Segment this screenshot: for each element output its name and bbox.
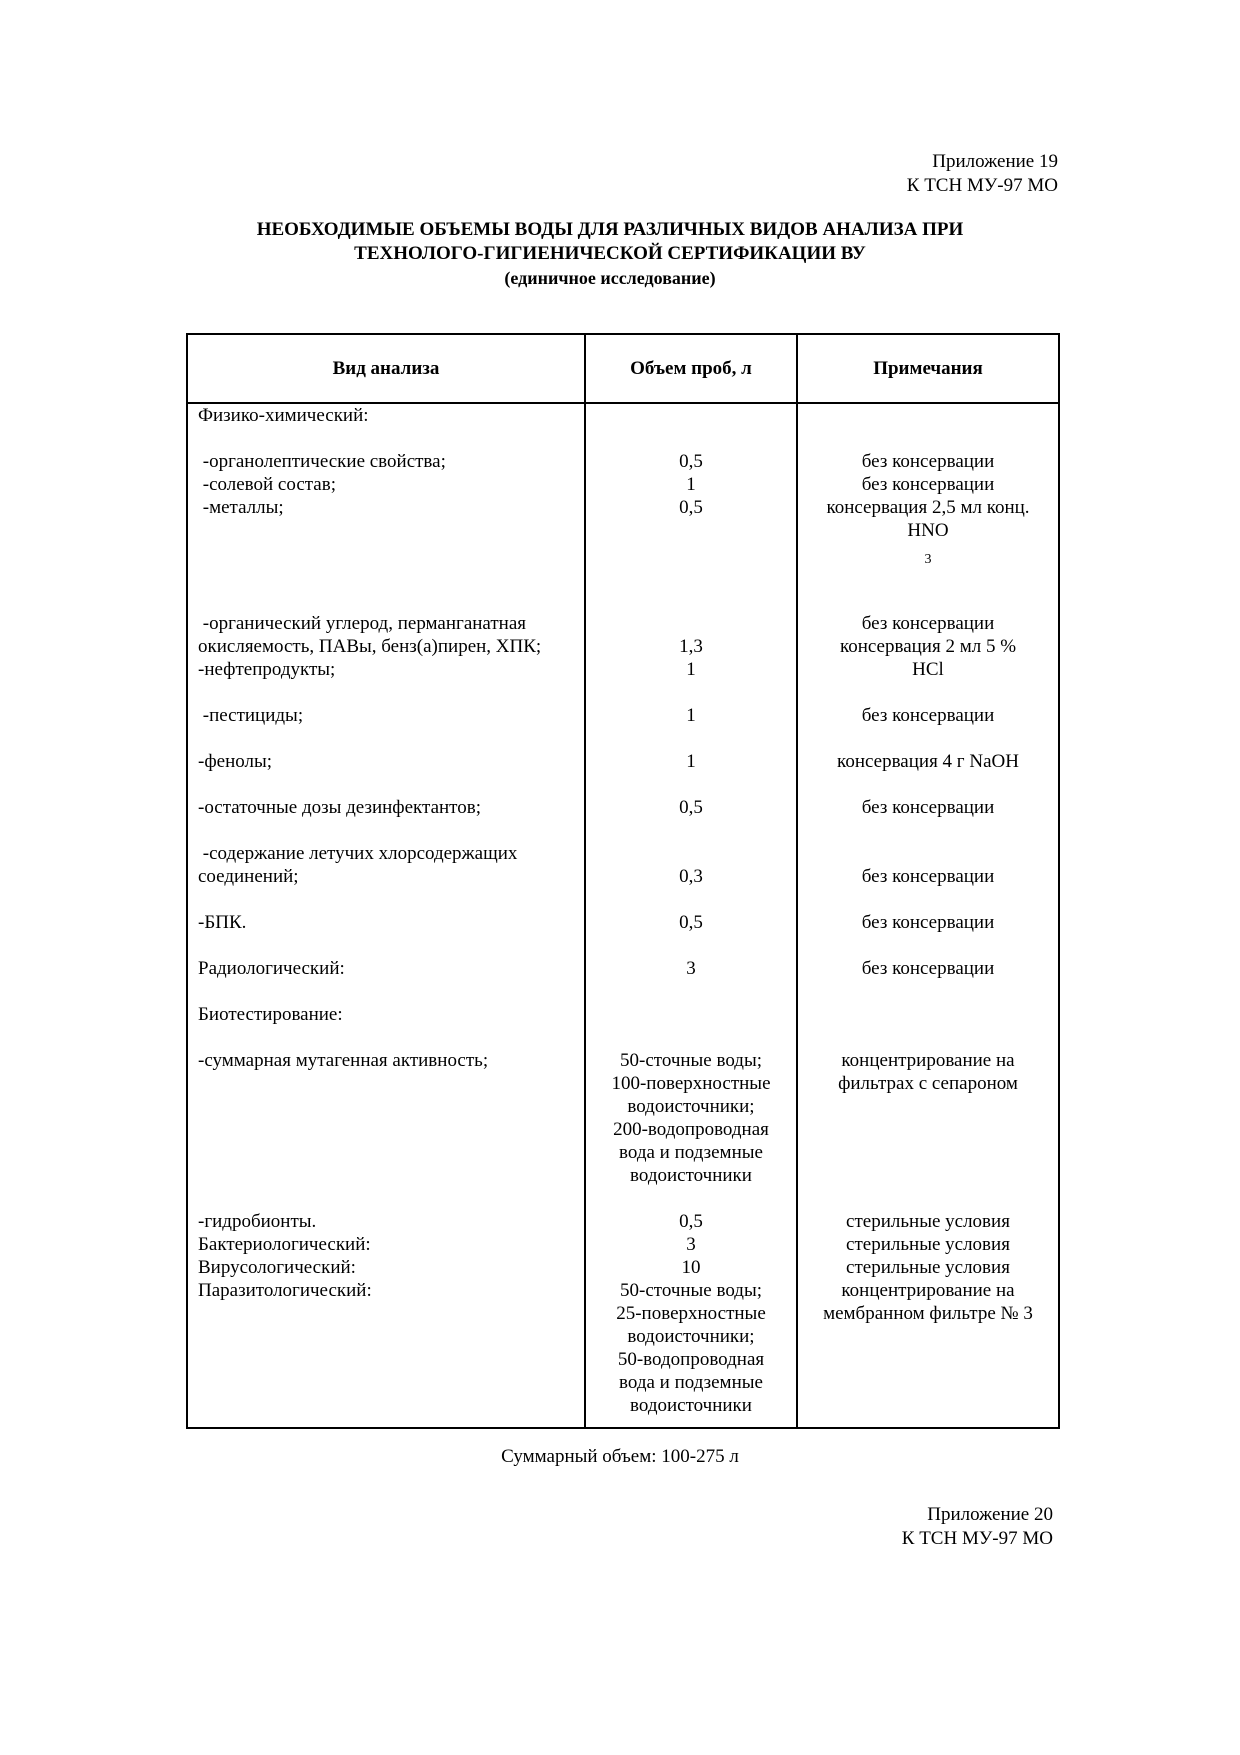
note-text: стерильные условия bbox=[846, 1211, 1010, 1232]
volume-value: 0,3 bbox=[679, 866, 703, 887]
note-text: фильтрах с сепароном bbox=[838, 1073, 1018, 1094]
analysis-name: -БПК. bbox=[198, 912, 247, 933]
title-line-1: НЕОБХОДИМЫЕ ОБЪЕМЫ ВОДЫ ДЛЯ РАЗЛИЧНЫХ ВИДОВ АНАЛИЗА ПРИ bbox=[256, 219, 964, 240]
note-text: мембранном фильтре № 3 bbox=[823, 1303, 1033, 1324]
volume-value: 50-сточные воды; bbox=[620, 1050, 762, 1071]
appendix-reference: К ТСН МУ-97 МО bbox=[906, 175, 1058, 196]
title-subtitle: (единичное исследование) bbox=[504, 268, 716, 288]
appendix-header bbox=[907, 150, 1058, 198]
volume-value: водоисточники; bbox=[627, 1326, 755, 1347]
analysis-name: -органолептические свойства; bbox=[198, 451, 446, 472]
table-header-row bbox=[187, 334, 1059, 403]
note-cell bbox=[797, 589, 1059, 1279]
note-text: концентрирование на bbox=[841, 1050, 1015, 1071]
note-text: без консервации bbox=[861, 705, 995, 726]
volume-value: водоисточники bbox=[630, 1395, 752, 1416]
header-notes: Примечания bbox=[797, 334, 1059, 403]
group-bacteriological: Бактериологический: bbox=[198, 1234, 371, 1255]
volume-cell bbox=[585, 589, 797, 1279]
analysis-name: -нефтепродукты; bbox=[198, 659, 336, 680]
analysis-name: -органический углерод, перманганатная bbox=[198, 613, 527, 634]
volume-value: 1,3 bbox=[679, 636, 703, 657]
appendix-number: Приложение 20 bbox=[927, 1504, 1053, 1525]
note-text: без консервации bbox=[861, 866, 995, 887]
volume-value: вода и подземные bbox=[619, 1372, 763, 1393]
note-text: без консервации bbox=[861, 912, 995, 933]
note-cell bbox=[797, 403, 1059, 589]
volume-cell bbox=[585, 403, 797, 589]
analysis-name: -пестициды; bbox=[198, 705, 304, 726]
analysis-name: -гидробионты. bbox=[198, 1211, 317, 1232]
appendix-number: Приложение 19 bbox=[932, 151, 1058, 172]
table-row bbox=[187, 403, 1059, 589]
volume-value: водоисточники bbox=[630, 1165, 752, 1186]
analysis-name: окисляемость, ПАВы, бенз(а)пирен, ХПК; bbox=[198, 636, 542, 657]
analysis-cell bbox=[187, 589, 585, 1279]
total-volume: Суммарный объем: 100-275 л bbox=[501, 1446, 739, 1467]
volume-value: 3 bbox=[686, 1234, 696, 1255]
group-physico-chemical: Физико-химический: bbox=[198, 405, 369, 426]
note-text: консервация 4 г NaOH bbox=[837, 751, 1019, 772]
group-biotesting: Биотестирование: bbox=[198, 1004, 343, 1025]
volume-value: 0,5 bbox=[679, 1211, 703, 1232]
analysis-cell bbox=[187, 1279, 585, 1428]
table-row bbox=[187, 589, 1059, 1279]
header-sample-volume: Объем проб, л bbox=[585, 334, 797, 403]
volume-value: 0,5 bbox=[679, 797, 703, 818]
analysis-name: -содержание летучих хлорсодержащих bbox=[198, 843, 518, 864]
title-line-2: ТЕХНОЛОГО-ГИГИЕНИЧЕСКОЙ СЕРТИФИКАЦИИ ВУ bbox=[354, 243, 866, 264]
group-radiological: Радиологический: bbox=[198, 958, 345, 979]
note-text: стерильные условия bbox=[846, 1234, 1010, 1255]
document-title bbox=[160, 218, 1060, 290]
note-text: концентрирование на bbox=[841, 1280, 1015, 1301]
analysis-name: -солевой состав; bbox=[198, 474, 336, 495]
appendix-reference: К ТСН МУ-97 МО bbox=[901, 1528, 1053, 1549]
appendix-footer bbox=[902, 1503, 1053, 1551]
volume-value: вода и подземные bbox=[619, 1142, 763, 1163]
header-analysis-type: Вид анализа bbox=[187, 334, 585, 403]
volume-value: 10 bbox=[681, 1257, 701, 1278]
volume-value: 100-поверхностные bbox=[611, 1073, 771, 1094]
volume-value: 50-водопроводная bbox=[617, 1349, 765, 1370]
note-text: консервация 2,5 мл конц. HNO bbox=[826, 497, 1030, 541]
volume-value: 1 bbox=[686, 659, 696, 680]
note-cell bbox=[797, 1279, 1059, 1428]
analysis-cell bbox=[187, 403, 585, 589]
note-subscript: 3 bbox=[924, 552, 932, 567]
water-volume-table bbox=[186, 333, 1060, 1429]
note-text: без консервации bbox=[861, 613, 995, 634]
analysis-name: -остаточные дозы дезинфектантов; bbox=[198, 797, 481, 818]
volume-value: 1 bbox=[686, 474, 696, 495]
volume-value: 200-водопроводная bbox=[613, 1119, 769, 1140]
volume-value: 1 bbox=[686, 705, 696, 726]
note-text: HCl bbox=[912, 659, 944, 680]
group-virological: Вирусологический: bbox=[198, 1257, 356, 1278]
table-row bbox=[187, 1279, 1059, 1428]
volume-value: 0,5 bbox=[679, 451, 703, 472]
volume-value: 25-поверхностные bbox=[616, 1303, 766, 1324]
volume-value: 0,5 bbox=[679, 912, 703, 933]
group-parasitological: Паразитологический: bbox=[198, 1280, 372, 1301]
analysis-name: -суммарная мутагенная активность; bbox=[198, 1050, 489, 1071]
volume-value: водоисточники; bbox=[627, 1096, 755, 1117]
volume-value: 1 bbox=[686, 751, 696, 772]
volume-value: 3 bbox=[686, 958, 696, 979]
note-text: без консервации bbox=[861, 474, 995, 495]
analysis-name: -металлы; bbox=[198, 497, 284, 518]
analysis-name: соединений; bbox=[198, 866, 299, 887]
analysis-name: -фенолы; bbox=[198, 751, 273, 772]
volume-cell bbox=[585, 1279, 797, 1428]
volume-value: 50-сточные воды; bbox=[620, 1280, 762, 1301]
note-text: консервация 2 мл 5 % bbox=[839, 636, 1017, 657]
note-text: без консервации bbox=[861, 797, 995, 818]
note-text: стерильные условия bbox=[846, 1257, 1010, 1278]
note-text: без консервации bbox=[861, 958, 995, 979]
volume-value: 0,5 bbox=[679, 497, 703, 518]
note-text: без консервации bbox=[861, 451, 995, 472]
